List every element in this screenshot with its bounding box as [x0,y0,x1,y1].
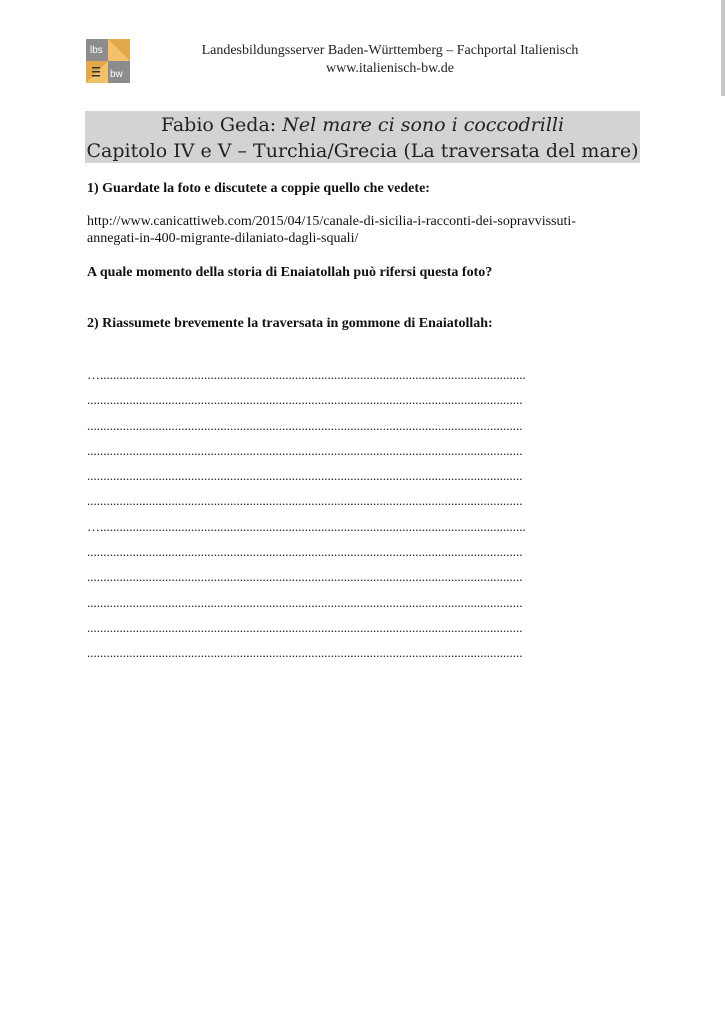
answer-line[interactable]: ...................................................................................................................................... [87,645,523,661]
answer-line[interactable]: ...................................................................................................................................... [87,417,523,433]
page-header [150,42,630,78]
photo-link-line-2: annegati-in-400-migrante-dilaniato-dagli-squali/ [87,231,359,246]
answer-line[interactable]: ...................................................................................................................................... [87,594,523,610]
answer-lines[interactable] [87,366,637,670]
answer-line[interactable]: …................................................................................................................................... [87,518,526,534]
title-chapter: Capitolo IV e V – Turchia/Grecia (La traversata del mare) [86,140,639,162]
answer-line[interactable]: ...................................................................................................................................... [87,392,523,408]
title-author: Fabio Geda: [160,114,283,136]
logo-top-text: lbs [90,45,103,56]
answer-line[interactable]: ...................................................................................................................................... [87,569,523,585]
title-line-1 [85,112,640,138]
header-website: www.italienisch-bw.de [325,61,455,76]
photo-link-line-1: http://www.canicattiweb.com/2015/04/15/canale-di-sicilia-i-racconti-dei-sopravvissuti- [87,214,576,229]
answer-line[interactable]: ...................................................................................................................................... [87,544,523,560]
answer-line[interactable]: ...................................................................................................................................... [87,619,523,635]
answer-line[interactable]: ...................................................................................................................................... [87,442,523,458]
exercise-1-question: A quale momento della storia di Enaiatollah può rifersi questa foto? [87,265,493,280]
title-box [85,111,640,163]
answer-line[interactable]: ...................................................................................................................................... [87,493,523,509]
exercise-1-prompt: 1) Guardate la foto e discutete a coppie quello che vedete: [87,181,430,196]
photo-link[interactable] [87,213,627,247]
lbs-bw-logo-icon [86,39,130,83]
page-edge [721,0,725,96]
answer-line[interactable]: ...................................................................................................................................... [87,468,523,484]
title-book: Nel mare ci sono i coccodrilli [282,114,565,136]
header-portal-name: Landesbildungsserver Baden-Württemberg – Fachportal Italienisch [201,43,579,58]
exercise-2-prompt: 2) Riassumete brevemente la traversata in gommone di Enaiatollah: [87,316,493,331]
logo-bottom-text: bw [110,69,123,80]
answer-line[interactable]: …................................................................................................................................... [87,367,526,382]
